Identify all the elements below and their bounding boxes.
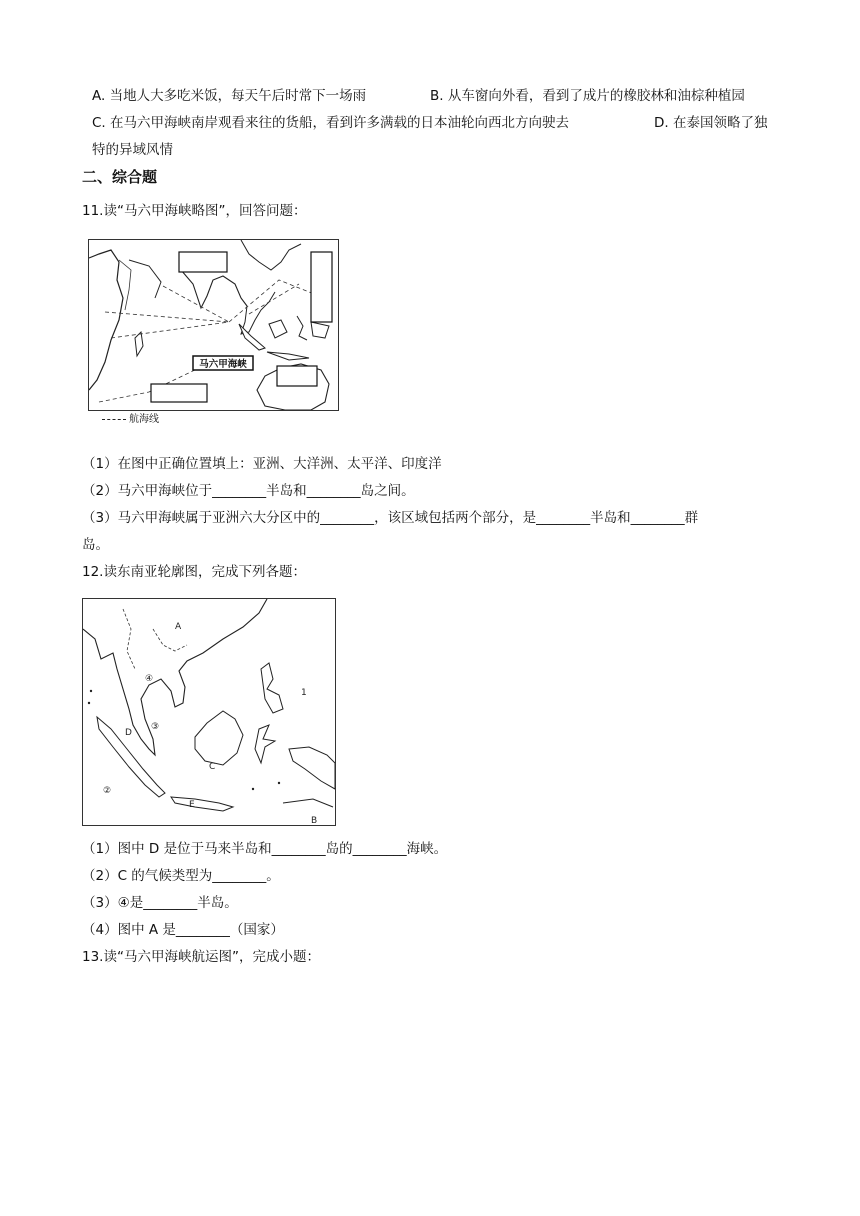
map-drawing — [83, 599, 335, 825]
option-c: C. 在马六甲海峡南岸观看来往的货船，看到许多满载的日本油轮向西北方向驶去 — [92, 115, 570, 131]
label-3: ③ — [151, 722, 160, 732]
legend-label: 航海线 — [129, 414, 159, 425]
label-c: C — [209, 762, 216, 772]
q11-sub3-continued: 岛。 — [82, 537, 109, 553]
strait-label: 马六甲海峡 — [199, 359, 247, 370]
q12-sub2: （2）C 的气候类型为________。 — [82, 868, 280, 884]
malacca-strait-sketch-map — [88, 239, 339, 411]
dashed-line-icon — [102, 419, 126, 420]
option-a: A. 当地人大多吃米饭，每天午后时常下一场雨 — [92, 88, 367, 104]
map-legend — [102, 412, 159, 428]
q13-stem: 13.读“马六甲海峡航运图”，完成小题： — [82, 949, 320, 965]
label-d: D — [125, 728, 132, 738]
option-d: D. 在泰国领略了独 — [654, 115, 768, 131]
q12-sub1: （1）图中 D 是位于马来半岛和________岛的________海峡。 — [82, 841, 448, 857]
label-2: ② — [103, 786, 112, 796]
q12-stem: 12.读东南亚轮廓图，完成下列各题： — [82, 564, 306, 580]
section-title: 二、综合题 — [82, 168, 158, 186]
map-drawing — [89, 240, 338, 410]
label-e: E — [189, 800, 195, 810]
q12-sub4: （4）图中 A 是________（国家） — [82, 922, 284, 938]
label-a: A — [175, 622, 182, 632]
label-b: B — [311, 816, 318, 825]
q11-sub1: （1）在图中正确位置填上：亚洲、大洋洲、太平洋、印度洋 — [82, 456, 442, 472]
option-b: B. 从车窗向外看，看到了成片的橡胶林和油棕种植园 — [430, 88, 745, 104]
label-1: 1 — [301, 688, 307, 698]
q12-sub3: （3）④是________半岛。 — [82, 895, 238, 911]
label-4: ④ — [145, 674, 154, 684]
option-d-continued: 特的异域风情 — [92, 142, 173, 158]
q11-stem: 11.读“马六甲海峡略图”，回答问题： — [82, 203, 307, 219]
southeast-asia-outline-map — [82, 598, 336, 826]
q11-sub2: （2）马六甲海峡位于________半岛和________岛之间。 — [82, 483, 415, 499]
q11-sub3: （3）马六甲海峡属于亚洲六大分区中的________，该区域包括两个部分，是________半岛和________群 — [82, 510, 699, 526]
